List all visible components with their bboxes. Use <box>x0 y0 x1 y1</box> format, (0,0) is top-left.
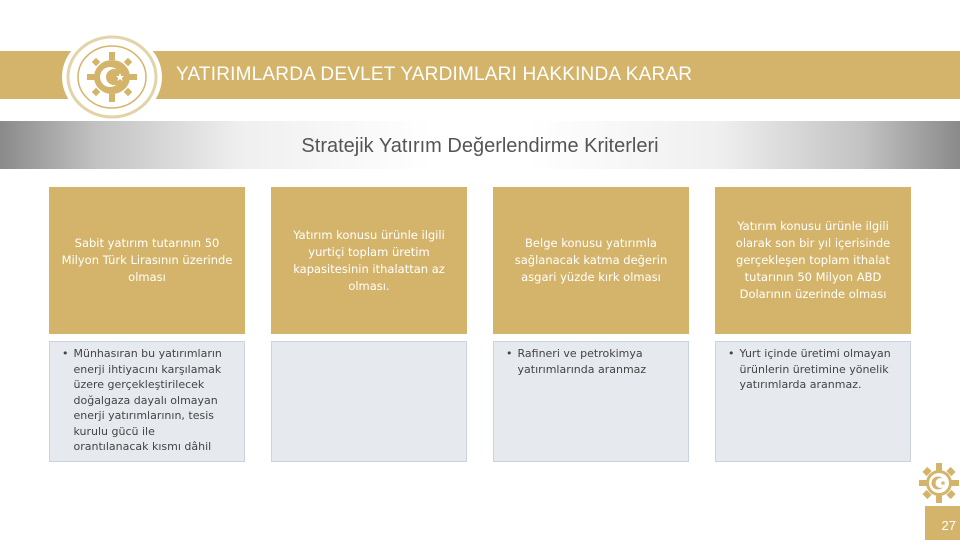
criterion-2-note-box <box>271 341 467 462</box>
gear-logo-icon <box>918 462 960 504</box>
ministry-seal-icon <box>60 30 164 124</box>
criterion-2-box <box>271 187 467 334</box>
bullet-symbol: • <box>62 347 69 360</box>
criterion-4-note-box <box>715 341 911 462</box>
criterion-3-box <box>493 187 689 334</box>
criterion-1-note-box <box>49 341 245 462</box>
subheader-title: Stratejik Yatırım Değerlendirme Kriterleri <box>301 135 659 157</box>
criterion-3-note <box>506 346 676 377</box>
bullet-symbol: • <box>506 347 513 360</box>
criterion-4-label: Yatırım konusu ürünle ilgili olarak son bir yıl içerisinde gerçekleşen toplam ithalat tutarının 50 Milyon ABD Dolarının üzerinde olması <box>735 219 891 301</box>
criterion-4-box <box>715 187 911 334</box>
bullet-symbol: • <box>728 347 735 360</box>
page-number: 27 <box>925 506 960 540</box>
criterion-1-note-text: Münhasıran bu yatırımların enerji ihtiyacını karşılamak üzere gerçekleştirilecek doğalgaza dayalı olmayan enerji yatırımlarının, tesis kurulu gücü ile orantılanacak kısmı dâhil <box>73 347 222 453</box>
criterion-3-label: Belge konusu yatırımla sağlanacak katma değerin asgari yüzde kırk olması <box>514 236 668 284</box>
criterion-2-label: Yatırım konusu ürünle ilgili yurtiçi toplam üretim kapasitesinin ithalattan az olması. <box>293 227 445 293</box>
criterion-3-note-box <box>493 341 689 462</box>
criterion-1-box <box>49 187 245 334</box>
criterion-4-note <box>728 346 898 393</box>
criterion-3-note-text: Rafineri ve petrokimya yatırımlarında aranmaz <box>517 347 647 376</box>
criterion-1-note <box>62 346 232 455</box>
criterion-4-note-text: Yurt içinde üretimi olmayan ürünlerin üretimine yönelik yatırımlarda aranmaz. <box>739 347 891 391</box>
header-title: YATIRIMLARDA DEVLET YARDIMLARI HAKKINDA KARAR <box>176 64 693 85</box>
criterion-1-label: Sabit yatırım tutarının 50 Milyon Türk Lirasının üzerinde olması <box>61 236 233 284</box>
